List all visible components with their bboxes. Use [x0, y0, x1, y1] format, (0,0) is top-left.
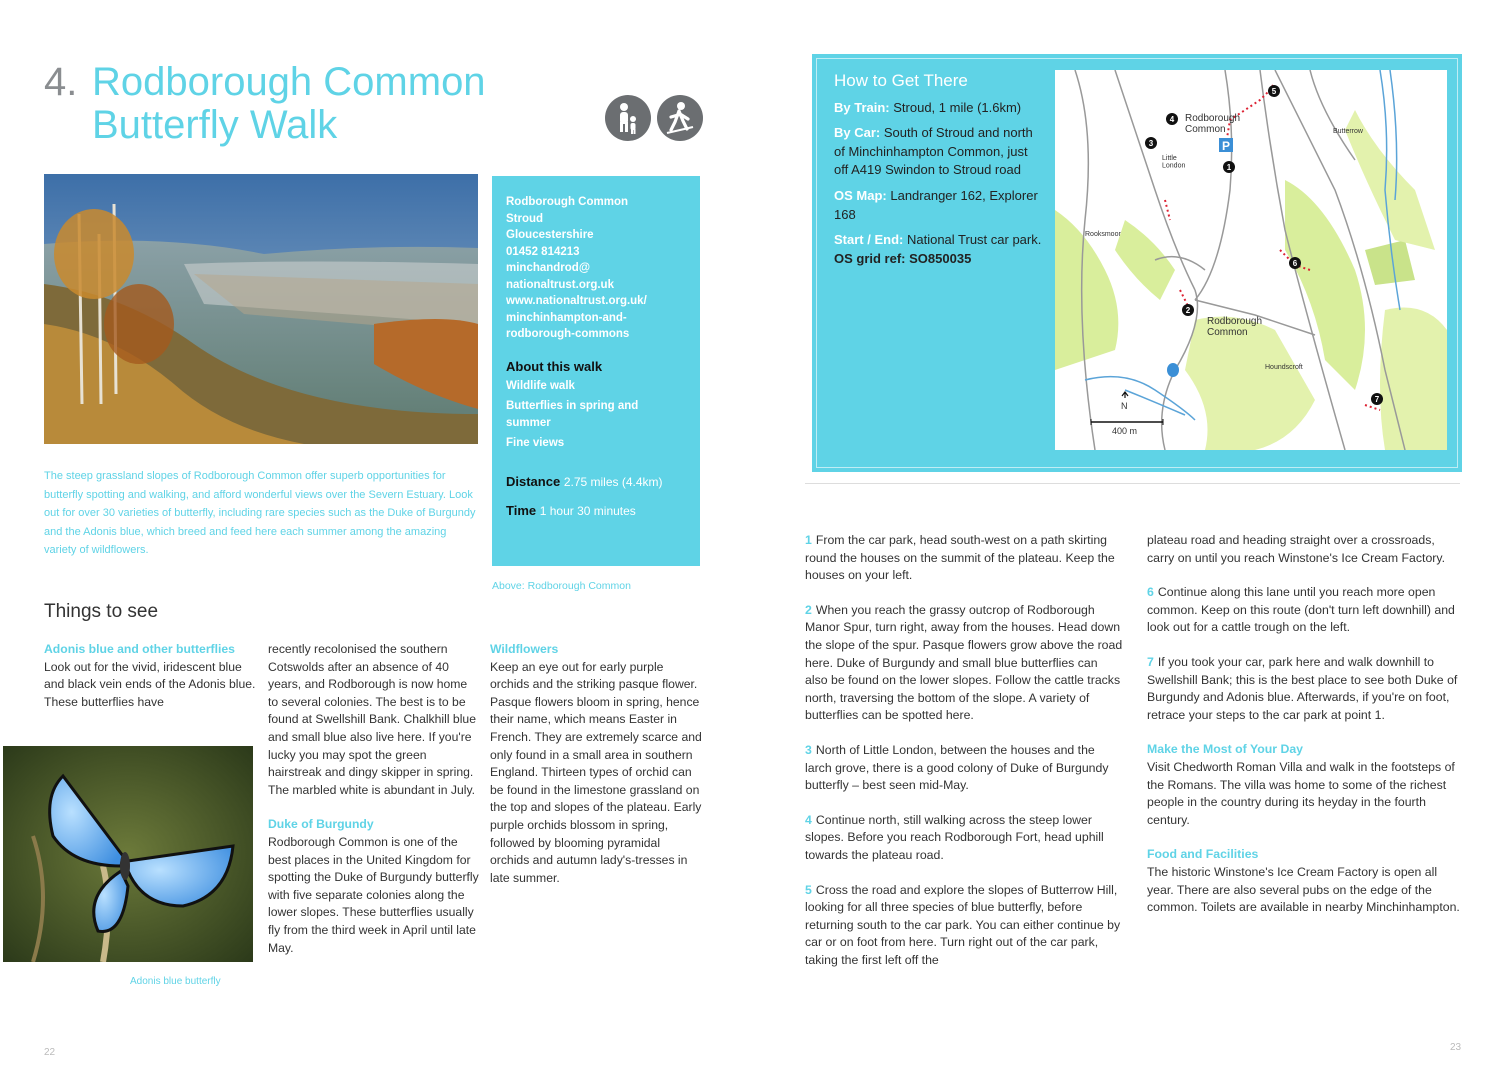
- north-arrow-label: N: [1121, 401, 1128, 411]
- map-marker: 5: [1271, 87, 1277, 96]
- things-column-3: [490, 641, 702, 887]
- step-number: 3: [805, 742, 812, 757]
- most-of-day-text: Visit Chedworth Roman Villa and walk in the footsteps of the Romans. The villa was home to some of the richest people in the country during its heyday in the fourth century.: [1147, 759, 1455, 827]
- step-text: If you took your car, park here and walk downhill to Swellshill Bank; this is the best place to see both Duke of Burgundy and Adonis blue. Afterwards, if you're on foot, retrace your steps to the car park at point 1.: [1147, 654, 1458, 722]
- step-number: 6: [1147, 585, 1154, 600]
- page-number-left: 22: [44, 1047, 56, 1058]
- about-item: Butterflies in spring and summer: [506, 400, 639, 429]
- map-marker: 3: [1148, 139, 1154, 148]
- butterfly-caption: Adonis blue butterfly: [130, 976, 221, 987]
- butterfly-photo: [3, 746, 253, 962]
- contact-details: [506, 194, 686, 343]
- contact-url[interactable]: minchinhampton-and-: [506, 311, 627, 324]
- step-2: [805, 602, 1123, 725]
- route-map: [1055, 70, 1447, 450]
- things-column-1: [44, 641, 258, 711]
- duke-text: Rodborough Common is one of the best places in the United Kingdom for spotting the Duke of Burgundy butterfly with five separate colonies along the lower slopes. These butterflies usually fly from the third week in April until late May.: [268, 834, 479, 955]
- step-7: [1147, 654, 1463, 724]
- car-text: South of Stroud and north of Minchinhampton Common, just off A419 Swindon to Stroud road: [834, 125, 1033, 178]
- contact-url[interactable]: rodborough-commons: [506, 328, 630, 340]
- svg-text:P: P: [1222, 139, 1231, 153]
- map-label-houndscroft: Houndscroft: [1265, 364, 1303, 371]
- distance: [506, 474, 686, 489]
- start-text: National Trust car park.: [906, 232, 1042, 248]
- step-1: [805, 532, 1123, 585]
- about-heading: About this walk: [506, 358, 603, 374]
- time-value: 1 hour 30 minutes: [539, 503, 636, 518]
- how-to-get-there: [834, 72, 1044, 275]
- os-label: OS Map:: [834, 187, 887, 203]
- contact-line: Rodborough Common: [506, 196, 629, 208]
- step-5: [805, 882, 1123, 970]
- info-box: [492, 176, 700, 566]
- walk-number: 4.: [44, 60, 78, 104]
- contact-line: Stroud: [506, 212, 544, 225]
- os-info: [834, 187, 1044, 224]
- north-arrow-icon: [1122, 392, 1128, 398]
- step-text: When you reach the grassy outcrop of Rodborough Manor Spur, turn right, away from the houses. Head down the slope of the spur. Pasque flowers grow above the road here. Duke of Burgundy and small blue butterflies can also be found on the lower slopes. Follow the cattle tracks north, traversing the bottom of the slope. A variety of butterflies can be spotted here.: [805, 602, 1123, 723]
- duke-heading: Duke of Burgundy: [268, 817, 374, 832]
- map-marker: 6: [1292, 259, 1298, 268]
- intro-text: The steep grassland slopes of Rodborough Common offer superb opportunities for butterfly spotting and walking, and afford wonderful views over the Severn Estuary. Look out for over 30 varieties of butterfly, including rare species such as the Duke of Burgundy and the Adonis blue, which breed and feed here each summer among the amazing variety of wildflowers.: [44, 470, 476, 556]
- distance-label: Distance: [506, 473, 561, 489]
- step-number: 4: [805, 812, 812, 827]
- adonis-heading: Adonis blue and other butterflies: [44, 642, 235, 656]
- food-heading: Food and Facilities: [1147, 847, 1259, 862]
- train-text: Stroud, 1 mile (1.6km): [893, 99, 1022, 115]
- most-of-day-heading: Make the Most of Your Day: [1147, 742, 1304, 757]
- things-column-2: [268, 641, 480, 957]
- step-text: Continue north, still walking across the steep lower slopes. Before you reach Rodborough Fort, head uphill towards the plateau road.: [805, 812, 1104, 862]
- distance-value: 2.75 miles (4.4km): [563, 474, 663, 489]
- map-marker: 4: [1169, 115, 1175, 124]
- step-5-cont: plateau road and heading straight over a crossroads, carry on until you reach Winstone's Ice Cream Factory.: [1147, 533, 1446, 565]
- about-item: Fine views: [506, 437, 565, 449]
- step-text: North of Little London, between the houses and the larch grove, there is a good colony of Duke of Burgundy butterfly – best seen mid-May.: [805, 742, 1109, 793]
- page-number-right: 23: [1450, 1042, 1462, 1053]
- landscape-photo: [44, 174, 478, 444]
- contact-email[interactable]: minchandrod@: [506, 262, 591, 274]
- things-heading: Things to see: [44, 601, 159, 622]
- step-number: 7: [1147, 654, 1154, 669]
- wildflowers-heading: Wildflowers: [490, 642, 559, 656]
- page-title-line1: Rodborough Common: [92, 60, 486, 104]
- wildflowers-text: Keep an eye out for early purple orchids and the striking pasque flower. Pasque flowers bloom in spring, hence their name, which means Easter in French. They are extremely scarce and only found in a small area in southern England. Thirteen types of orchid can be found in the limestone grassland on the top and slopes of the plateau. Early purple orchids blossom in spring, followed by blooming pyramidal orchids and autumn lady's-tresses in late summer.: [490, 659, 702, 885]
- start-info: [834, 231, 1044, 268]
- adonis-text-cont: recently recolonised the southern Cotswolds after an absence of 40 years, and Rodborough is now home to several colonies. The best is to be found at Swellshill Bank. Chalkhill blue and small blue also live here. If you're lucky you may spot the green hairstreak and dingy skipper in spring. The marbled white is abundant in July.: [268, 642, 476, 797]
- about-item: Wildlife walk: [506, 379, 575, 392]
- family-walk-icon: [605, 95, 651, 141]
- step-text: Cross the road and explore the slopes of Butterrow Hill, looking for all three species of blue butterfly, before returning south to the car park. You can either continue by car or on foot from here. Turn right out of the car park, taking the first left off the: [805, 882, 1121, 967]
- contact-url[interactable]: www.nationaltrust.org.uk/: [506, 295, 647, 307]
- step-number: 5: [805, 882, 812, 897]
- divider: [805, 483, 1460, 484]
- adonis-text: Look out for the vivid, iridescent blue and black vein ends of the Adonis blue. These butterflies have: [44, 659, 256, 709]
- food-text: The historic Winstone's Ice Cream Factory is open all year. There are also several pubs on the edge of the common. Toilets are available in nearby Minchinhampton.: [1147, 864, 1460, 915]
- car-info: [834, 124, 1044, 180]
- step-number: 2: [805, 602, 812, 617]
- photo-credit: Above: Rodborough Common: [492, 580, 631, 592]
- train-info: [834, 99, 1044, 118]
- time: [506, 503, 686, 518]
- os-text: Landranger 162, Explorer 168: [834, 187, 1038, 222]
- contact-email[interactable]: nationaltrust.org.uk: [506, 278, 614, 291]
- page-title-line2: Butterfly Walk: [92, 103, 338, 147]
- map-label-butterrow: Butterrow: [1333, 128, 1363, 135]
- step-number: 1: [805, 533, 812, 547]
- contact-phone: 01452 814213: [506, 245, 580, 258]
- car-label: By Car:: [834, 125, 881, 141]
- start-label: Start / End:: [834, 232, 904, 248]
- map-label-rooksmoor: Rooksmoor: [1085, 231, 1121, 238]
- step-4: [805, 812, 1123, 865]
- route-steps-left: [805, 532, 1123, 986]
- step-text: From the car park, head south-west on a path skirting round the houses on the summit of the plateau. Keep the houses on your left.: [805, 533, 1115, 583]
- how-heading: How to Get There: [834, 71, 968, 90]
- step-text: Continue along this lane until you reach more open common. Keep on this route (don't turn left downhill) and look out for a cattle trough on the left.: [1147, 585, 1455, 635]
- walker-icon: [657, 95, 703, 141]
- step-3: [805, 742, 1123, 795]
- time-label: Time: [506, 502, 537, 518]
- map-marker: 1: [1226, 163, 1232, 172]
- map-label-little-london: Little London: [1162, 155, 1186, 170]
- map-marker: 7: [1374, 395, 1380, 404]
- scale-label: 400 m: [1112, 426, 1138, 436]
- map-marker: 2: [1185, 306, 1191, 315]
- grid-label: OS grid ref:: [834, 250, 906, 266]
- contact-line: Gloucestershire: [506, 229, 594, 241]
- map-label-rodborough-common: Rodborough Common: [1185, 113, 1241, 135]
- step-6: [1147, 584, 1463, 637]
- train-label: By Train:: [834, 99, 890, 115]
- grid-value: SO850035: [909, 250, 972, 266]
- route-steps-right: [1147, 532, 1463, 934]
- about-list: [506, 378, 686, 452]
- map-label-rodborough-common-mid: Rodborough Common: [1207, 316, 1263, 338]
